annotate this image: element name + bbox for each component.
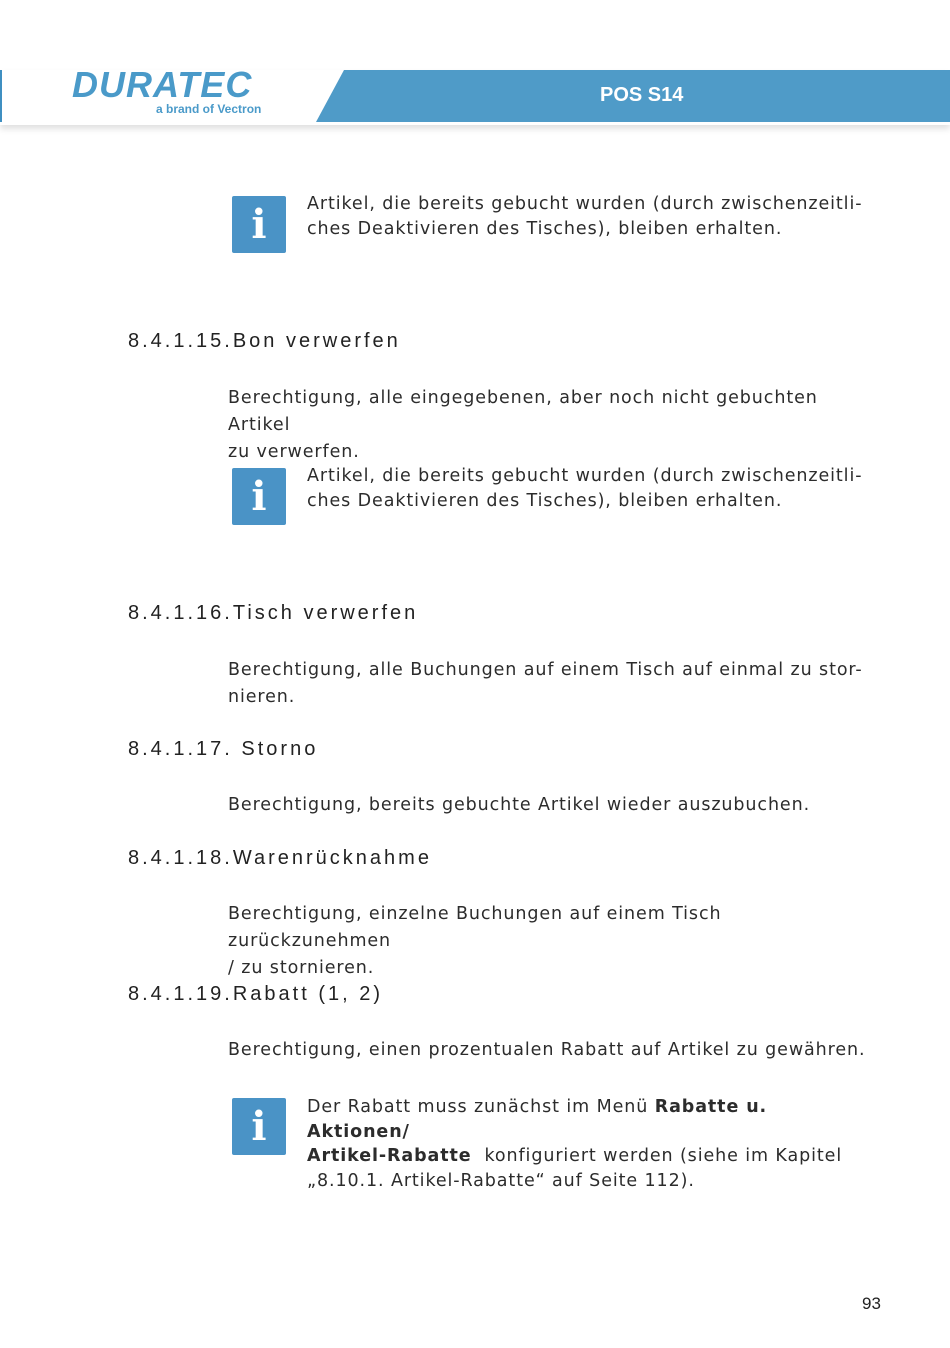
text-line: zu verwerfen. (228, 442, 360, 462)
note-line: Artikel, die bereits gebucht wurden (durch zwischenzeitli- (307, 466, 863, 486)
section-title: Tisch verwerfen (232, 602, 419, 624)
note-line: ches Deaktivieren des Tisches), bleiben erhalten. (307, 218, 783, 239)
section-number: 8.4.1.15. (128, 330, 233, 352)
section-title: Bon verwerfen (232, 330, 401, 352)
section-heading (128, 602, 418, 625)
section-text (228, 792, 878, 819)
section-number: 8.4.1.18. (128, 847, 233, 869)
menu-path-bold: Artikel-Rabatte (307, 1146, 472, 1166)
info-note (307, 1095, 867, 1193)
section-number: 8.4.1.19. (128, 983, 233, 1005)
page-number: 93 (862, 1294, 881, 1313)
text-line: Berechtigung, alle Buchungen auf einem Tisch auf einmal zu stor- (228, 660, 863, 680)
text-line: Berechtigung, einzelne Buchungen auf einem Tisch zurückzunehmen (228, 904, 722, 951)
info-note (307, 464, 867, 513)
section-number: 8.4.1.16. (128, 602, 233, 624)
note-line: Artikel, die bereits gebucht wurden (durch zwischenzeitli- (307, 194, 863, 214)
note-line (307, 1095, 867, 1144)
text-line: Berechtigung, alle eingegebenen, aber noch nicht gebuchten Artikel (228, 388, 818, 435)
page-header (0, 0, 950, 125)
section-heading (128, 983, 383, 1006)
menu-path-bold: Rabatte u. Aktionen/ (307, 1097, 768, 1142)
section-heading (128, 738, 318, 761)
note-line: „8.10.1. Artikel-Rabatte“ auf Seite 112). (307, 1170, 695, 1191)
section-text (228, 901, 878, 982)
section-text (228, 657, 878, 711)
section-text (228, 385, 878, 466)
info-icon: i (232, 468, 286, 525)
text-line: nieren. (228, 687, 296, 707)
text-line: Berechtigung, bereits gebuchte Artikel wieder auszubuchen. (228, 795, 811, 815)
info-icon: i (232, 196, 286, 253)
section-text (228, 1037, 878, 1064)
product-title: POS S14 (600, 84, 684, 106)
section-heading (128, 847, 432, 870)
section-heading (128, 330, 401, 353)
brand-subtitle: a brand of Vectron (156, 102, 262, 116)
brand-logo: DURATEC (72, 64, 253, 105)
section-title: Warenrücknahme (232, 847, 432, 869)
info-note (307, 192, 867, 241)
section-title: Storno (232, 738, 319, 760)
info-icon: i (232, 1098, 286, 1155)
note-text: Der Rabatt muss zunächst im Menü (307, 1097, 655, 1117)
section-title: Rabatt (1, 2) (232, 983, 384, 1005)
note-line (307, 1144, 867, 1169)
section-number: 8.4.1.17. (128, 738, 233, 760)
note-line: ches Deaktivieren des Tisches), bleiben erhalten. (307, 490, 783, 511)
note-text: konfiguriert werden (siehe im Kapitel (471, 1146, 843, 1166)
text-line: / zu stornieren. (228, 958, 375, 978)
header-left-rule (0, 70, 2, 122)
text-line: Berechtigung, einen prozentualen Rabatt auf Artikel zu gewähren. (228, 1040, 866, 1060)
